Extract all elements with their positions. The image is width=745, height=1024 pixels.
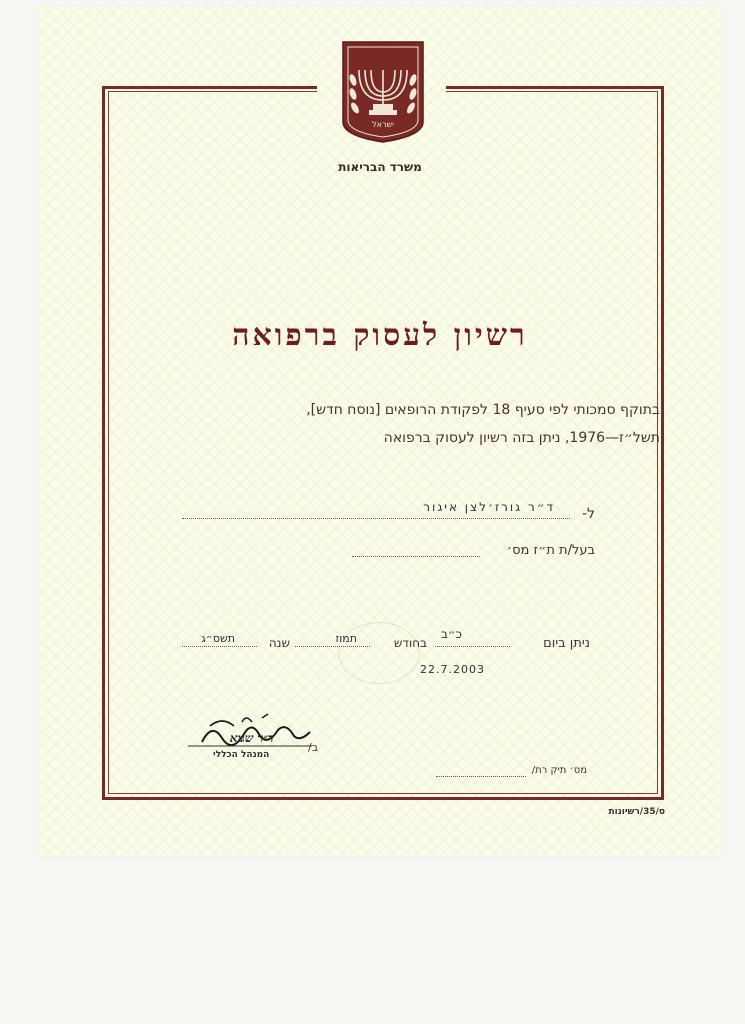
frame-top-left — [102, 86, 317, 89]
year-dotted-line — [182, 646, 257, 647]
frame-top-right — [446, 86, 664, 89]
file-number-dotted-line — [436, 776, 526, 777]
frame-inner-top-right — [446, 91, 658, 92]
recipient-label: ל- — [581, 506, 595, 522]
authority-line-1: בתוקף סמכותי לפי סעיף 18 לפקודת הרופאים [נוסח חדש], — [306, 402, 660, 418]
frame-left — [102, 86, 105, 800]
handwritten-signature-icon — [182, 712, 322, 752]
certificate-title: רשיון לעסוק ברפואה — [232, 318, 528, 353]
day-dotted-line — [435, 646, 510, 647]
form-code: ס/35/רשיונות — [608, 807, 665, 817]
gregorian-date: 22.7.2003 — [420, 663, 485, 676]
issued-year-value: תשס״ג — [201, 632, 235, 645]
issued-year-label: שנה — [268, 636, 290, 650]
signature-prefix: ב/ — [308, 741, 319, 754]
issued-month-label: בחודש — [393, 636, 427, 650]
state-emblem-icon — [341, 40, 425, 144]
signatory-title: המנהל הכללי — [213, 750, 270, 760]
emblem-caption: ישראל — [372, 120, 394, 129]
recipient-name: ד״ר גורז׳לצן איגור — [423, 500, 555, 514]
frame-inner-bottom — [108, 793, 658, 794]
issued-day-label: ניתן ביום — [543, 636, 590, 651]
recipient-dotted-line — [182, 518, 570, 519]
frame-inner-top-left — [108, 91, 317, 92]
signature-text: ד״ר שגיא — [229, 731, 275, 745]
frame-right — [661, 86, 664, 800]
id-number-dotted-line — [352, 556, 480, 557]
issued-day-value: כ״ב — [440, 627, 462, 641]
authority-line-2: תשל״ז—1976, ניתן בזה רשיון לעסוק ברפואה — [383, 430, 660, 446]
frame-inner-left — [108, 91, 109, 794]
month-dotted-line — [295, 646, 370, 647]
ministry-name: משרד הבריאות — [338, 160, 422, 174]
frame-bottom — [102, 797, 664, 800]
issued-month-value: תמוז — [335, 632, 357, 645]
id-number-label: בעל/ת ת״ז מס׳ — [506, 543, 595, 558]
file-number-label: מס׳ תיק רת/ — [531, 765, 587, 776]
